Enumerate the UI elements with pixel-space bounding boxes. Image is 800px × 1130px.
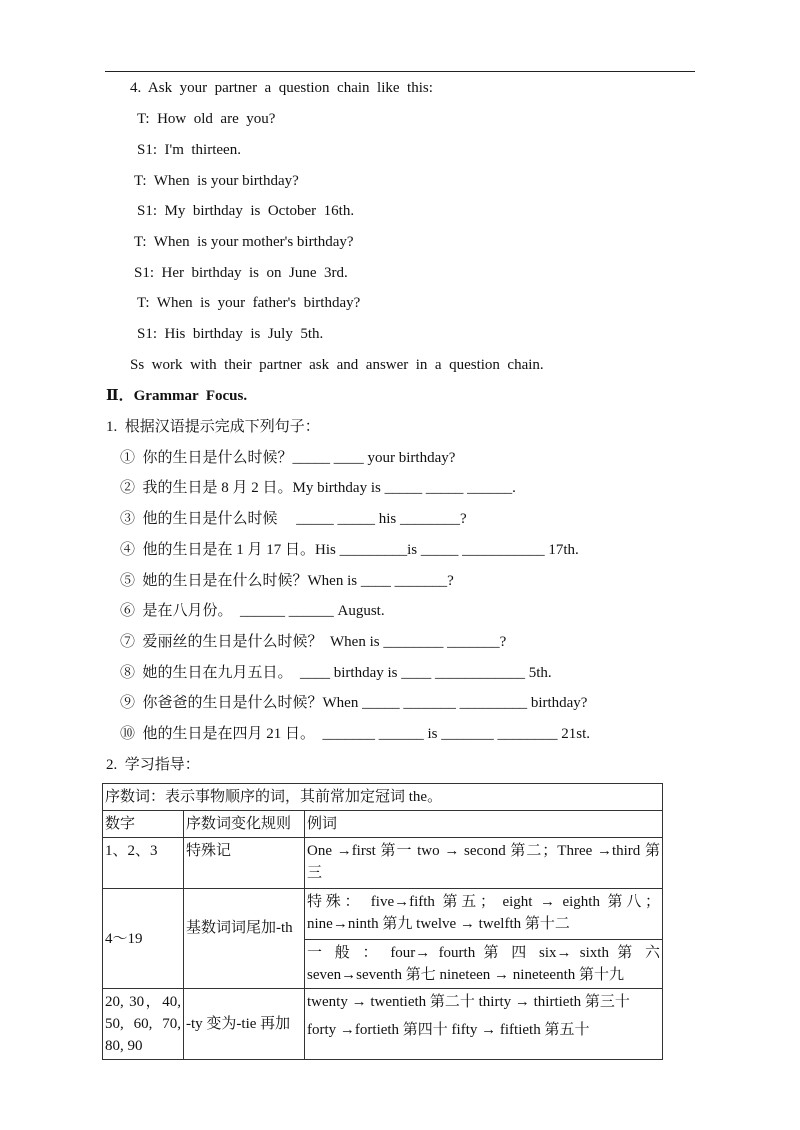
exercise-item: ⑨ 你爸爸的生日是什么时候？When _____ _______ _________ birthday?	[120, 695, 588, 711]
exercise-item: ⑤ 她的生日是在什么时候？When is ____ _______?	[120, 573, 454, 589]
question-title: 1. 根据汉语提示完成下列句子：	[106, 419, 320, 435]
table-header-row	[103, 811, 663, 838]
exercise-item: ⑥ 是在八月份。 ______ ______ August.	[120, 603, 385, 619]
cell-rule: 基数词词尾加-th	[184, 889, 305, 989]
dialog-line: T: When is your birthday?	[134, 173, 299, 189]
cell-rule: -ty 变为-tie 再加	[184, 989, 305, 1060]
dialog-line: S1: His birthday is July 5th.	[137, 326, 324, 342]
ordinal-guide-table	[102, 783, 663, 1060]
section-heading: Ⅱ．Grammar Focus.	[106, 388, 248, 404]
cell-number: 20, 30，40, 50, 60, 70, 80, 90	[103, 989, 184, 1060]
cell-number: 1、2、3	[103, 838, 184, 889]
cell-example-group	[305, 889, 663, 989]
exercise-item: ① 你的生日是什么时候？_____ ____ your birthday?	[120, 450, 456, 466]
table-row	[103, 838, 663, 889]
header-rule: 序数词变化规则	[184, 811, 305, 838]
exercise-item: ⑩ 他的生日是在四月 21 日。 _______ ______ is _______ ________ 21st.	[120, 726, 591, 742]
cell-example: forty →fortieth 第四十 fifty → fiftieth 第五十	[307, 1022, 590, 1038]
exercise-item: ③ 他的生日是什么时候 _____ _____ his ________?	[120, 511, 467, 527]
cell-example: twenty → twentieth 第二十 thirty → thirtieth 第三十	[307, 994, 630, 1010]
cell-example: 特殊： five→fifth 第五； eight → eighth 第八；nine→ninth 第九 twelve → twelfth 第十二	[307, 894, 660, 932]
table-intro-row	[103, 784, 663, 811]
table-row	[103, 889, 663, 989]
question-title: 2. 学习指导：	[106, 757, 200, 773]
cell-number: 4～19	[103, 889, 184, 989]
dialog-line: T: When is your father's birthday?	[137, 295, 361, 311]
cell-rule: 特殊记	[184, 838, 305, 889]
header-number: 数字	[103, 811, 184, 838]
dialog-line: Ss work with their partner ask and answer in a question chain.	[130, 357, 544, 373]
table-intro: 序数词：表示事物顺序的词，其前常加定冠词 the。	[103, 784, 663, 811]
header-example: 例词	[305, 811, 663, 838]
top-rule	[105, 71, 695, 72]
dialog-line: T: How old are you?	[137, 111, 276, 127]
cell-example: 一 般 ： four→ fourth 第 四 six→ sixth 第 六 seven→seventh 第七 nineteen → nineteenth 第十九	[305, 939, 662, 986]
exercise-item: ② 我的生日是 8 月 2 日。My birthday is _____ _____ ______.	[120, 480, 516, 496]
dialog-line: T: When is your mother's birthday?	[134, 234, 354, 250]
cell-example: One →first 第一 two → second 第二；Three →third 第三	[305, 838, 663, 889]
dialog-line: S1: My birthday is October 16th.	[137, 203, 355, 219]
dialog-line: S1: Her birthday is on June 3rd.	[134, 265, 348, 281]
dialog-line: S1: I'm thirteen.	[137, 142, 241, 158]
exercise-item: ⑦ 爱丽丝的生日是什么时候？ When is ________ _______?	[120, 634, 507, 650]
exercise-item: ⑧ 她的生日在九月五日。 ____ birthday is ____ ____________ 5th.	[120, 665, 552, 681]
cell-example-group	[305, 989, 663, 1060]
table-row	[103, 989, 663, 1060]
dialog-instruction: 4. Ask your partner a question chain like this:	[130, 80, 433, 96]
exercise-item: ④ 他的生日是在 1 月 17 日。His _________is _____ ___________ 17th.	[120, 542, 579, 558]
